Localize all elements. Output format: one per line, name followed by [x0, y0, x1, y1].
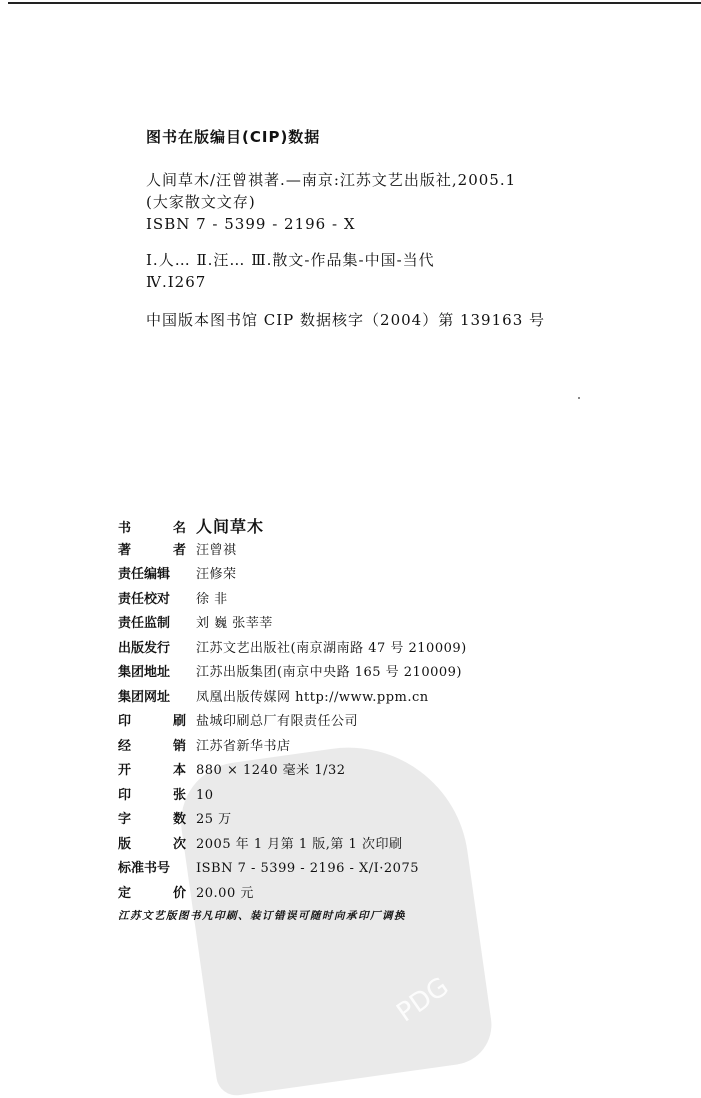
row-label: 著 者 — [118, 542, 186, 558]
row-label: 开 本 — [118, 763, 186, 778]
row-label: 标准书号 — [118, 861, 171, 876]
cip-record-note: 中国版本图书馆 CIP 数据核字（2004）第 139163 号 — [146, 311, 546, 329]
row-value: ISBN 7 - 5399 - 2196 - X/I·2075 — [196, 861, 419, 876]
colophon-row-author — [118, 539, 578, 564]
colophon-row-group-address — [118, 661, 578, 686]
row-value: 人间草木 — [196, 517, 265, 536]
row-value: 汪修荣 — [196, 567, 237, 582]
row-value: 江苏文艺出版社(南京湖南路 47 号 210009) — [196, 640, 467, 656]
row-value: 汪曾祺 — [196, 542, 237, 558]
colophon-row-printed-sheets — [118, 784, 578, 809]
replacement-notice: 江苏文艺版图书凡印刷、装订错误可随时向承印厂调换 — [118, 910, 406, 922]
cip-class-number-line: Ⅳ.I267 — [146, 273, 207, 291]
colophon-row-editor — [118, 563, 578, 588]
colophon-row-price — [118, 882, 578, 907]
row-label: 集团网址 — [118, 689, 171, 705]
cip-series-line: (大家散文文存) — [146, 193, 256, 211]
row-label: 书 名 — [118, 521, 186, 536]
row-label: 经 销 — [118, 738, 186, 754]
cip-isbn-line: ISBN 7 - 5399 - 2196 - X — [146, 215, 356, 233]
cip-title: 图书在版编目(CIP)数据 — [146, 128, 321, 146]
row-value: 江苏出版集团(南京中央路 165 号 210009) — [196, 665, 462, 680]
colophon-row-printer — [118, 710, 578, 735]
page-top-rule — [8, 2, 701, 4]
colophon-row-edition — [118, 833, 578, 858]
colophon-row-supervisor — [118, 612, 578, 637]
cip-classification-line: Ⅰ.人… Ⅱ.汪… Ⅲ.散文-作品集-中国-当代 — [146, 251, 435, 269]
row-value: 880 × 1240 毫米 1/32 — [196, 763, 346, 778]
cip-bibliographic-line: 人间草木/汪曾祺著.—南京:江苏文艺出版社,2005.1 — [146, 171, 517, 189]
row-value: 盐城印刷总厂有限责任公司 — [196, 714, 359, 729]
row-label: 印 刷 — [118, 714, 186, 729]
colophon-row-format — [118, 759, 578, 784]
row-value: 江苏省新华书店 — [196, 738, 291, 754]
row-value: 2005 年 1 月第 1 版,第 1 次印刷 — [196, 836, 403, 852]
watermark-label: PDG — [391, 971, 455, 1029]
row-value: 20.00 元 — [196, 885, 254, 901]
row-label: 责任校对 — [118, 591, 171, 607]
row-label: 责任监制 — [118, 616, 171, 631]
row-value: 徐 非 — [196, 591, 228, 607]
colophon-row-isbn — [118, 857, 578, 882]
colophon-table — [118, 514, 578, 923]
row-label: 版 次 — [118, 836, 186, 852]
row-value: 25 万 — [196, 812, 232, 827]
colophon-row-publisher — [118, 637, 578, 662]
row-label: 字 数 — [118, 812, 186, 827]
row-label: 责任编辑 — [118, 567, 171, 582]
row-label: 印 张 — [118, 787, 186, 803]
colophon-row-distributor — [118, 735, 578, 760]
row-label: 集团地址 — [118, 665, 171, 680]
scan-speck — [578, 397, 580, 399]
colophon-row-book-title — [118, 514, 578, 539]
colophon-row-proofreader — [118, 588, 578, 613]
row-label: 出版发行 — [118, 640, 171, 656]
row-value: 刘 巍 张莘莘 — [196, 616, 273, 631]
row-label: 定 价 — [118, 885, 186, 901]
cip-block — [146, 126, 586, 330]
row-value: 凤凰出版传媒网 http://www.ppm.cn — [196, 689, 429, 705]
colophon-row-group-website — [118, 686, 578, 711]
row-value: 10 — [196, 787, 214, 803]
colophon-row-word-count — [118, 808, 578, 833]
